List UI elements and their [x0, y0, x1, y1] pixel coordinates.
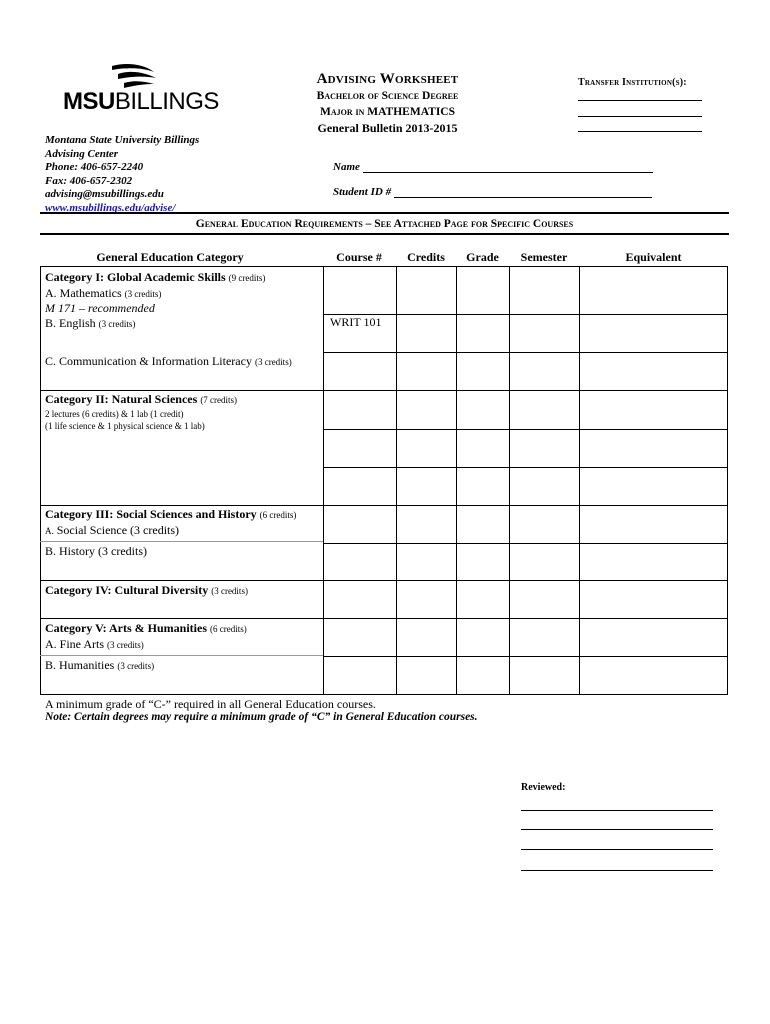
phone-number: Phone: 406-657-2240 — [45, 161, 144, 173]
row-line — [323, 314, 728, 315]
transfer-institution-label: Transfer Institution(s): — [578, 77, 687, 88]
row-line — [323, 429, 728, 430]
column-divider-credits — [396, 266, 397, 695]
category-2-line-2: (1 life science & 1 physical science & 1 lab) — [45, 420, 205, 431]
name-label: Name — [333, 161, 360, 173]
logo-text-bold: MSU — [63, 88, 115, 115]
transfer-institution-line-2[interactable] — [578, 116, 702, 117]
column-divider-semester — [509, 266, 510, 695]
degree-grade-note: Note: Certain degrees may require a minimum grade of “C” in General Education courses. — [45, 711, 478, 723]
category-3-a: Social Science (3 credits) — [56, 522, 180, 537]
column-header-category: General Education Category — [96, 250, 244, 264]
category-5-b-block — [45, 658, 154, 674]
category-3-title: Category III: Social Sciences and History — [45, 507, 257, 521]
english-course-number: WRIT 101 — [330, 315, 382, 329]
category-separator — [40, 390, 728, 391]
reviewed-line-2[interactable] — [521, 829, 713, 830]
category-4-title: Category IV: Cultural Diversity — [45, 583, 209, 597]
column-header-equivalent: Equivalent — [625, 250, 682, 264]
category-5-a-credits: (3 credits) — [107, 639, 144, 650]
category-5-b: B. Humanities — [45, 658, 115, 672]
category-1-c-block — [45, 354, 292, 370]
student-id-field — [333, 186, 652, 198]
category-1-a: A. Mathematics — [45, 285, 122, 300]
category-4-block — [45, 583, 248, 599]
contact-block — [45, 134, 199, 215]
transfer-institution-line-1[interactable] — [578, 100, 702, 101]
column-header-credits: Credits — [407, 250, 445, 264]
section-rule-top — [40, 212, 729, 214]
fax-number: Fax: 406-657-2302 — [45, 174, 133, 187]
category-1-a-note: M 171 – recommended — [45, 301, 155, 315]
category-3-b: B. History (3 credits) — [45, 544, 147, 558]
section-rule-bottom — [40, 233, 729, 235]
category-1-credits: (9 credits) — [228, 273, 266, 283]
university-name: Montana State University Billings — [45, 134, 200, 146]
reviewed-line-4[interactable] — [521, 870, 713, 871]
column-header-course: Course # — [336, 250, 382, 264]
category-1-b: B. English — [45, 315, 96, 330]
student-id-input-line[interactable] — [394, 187, 652, 198]
minimum-grade-note: A minimum grade of “C-” required in all General Education courses. — [45, 697, 376, 711]
category-2-credits: (7 credits) — [200, 395, 238, 405]
category-separator — [40, 618, 728, 619]
title-block — [275, 71, 500, 136]
category-2-title: Category II: Natural Sciences — [45, 392, 198, 406]
column-header-grade: Grade — [466, 250, 499, 264]
msu-billings-logo — [63, 88, 219, 116]
category-separator — [40, 505, 728, 506]
category-5-credits: (6 credits) — [210, 624, 247, 634]
category-5-block — [45, 621, 247, 652]
category-5-a: A. Fine Arts — [45, 636, 105, 651]
major-title: Major in MATHEMATICS — [319, 106, 456, 118]
name-field — [333, 161, 653, 173]
column-divider-course — [323, 266, 324, 695]
section-title: General Education Requirements – See Attached Page for Specific Courses — [195, 218, 574, 230]
column-header-semester: Semester — [520, 250, 568, 264]
category-1-c-credits: (3 credits) — [254, 357, 292, 367]
name-input-line[interactable] — [363, 162, 653, 173]
row-line — [323, 656, 728, 657]
category-1-title: Category I: Global Academic Skills — [45, 270, 226, 284]
degree-title: Bachelor of Science Degree — [316, 90, 459, 102]
category-3-credits: (6 credits) — [259, 510, 297, 520]
row-line — [323, 543, 728, 544]
row-line — [323, 352, 728, 353]
msu-logo-swoosh-icon — [110, 62, 158, 90]
category-2-line-1: 2 lectures (6 credits) & 1 lab (1 credit) — [45, 408, 184, 419]
row-line — [323, 467, 728, 468]
category-1-b-credits: (3 credits) — [98, 318, 136, 329]
subcategory-divider — [40, 655, 323, 656]
category-1-block — [45, 270, 265, 331]
reviewed-line-1[interactable] — [521, 810, 713, 811]
reviewed-line-3[interactable] — [521, 849, 713, 850]
advising-center: Advising Center — [45, 147, 119, 160]
category-5-b-credits: (3 credits) — [117, 661, 155, 671]
page-title: Advising Worksheet — [316, 71, 459, 87]
column-divider-grade — [456, 266, 457, 695]
category-2-block — [45, 392, 237, 432]
column-divider-equivalent — [579, 266, 580, 695]
category-3-a-prefix: A. — [45, 525, 54, 536]
bulletin-title: General Bulletin 2013-2015 — [317, 121, 458, 135]
email-address: advising@msubillings.edu — [45, 188, 164, 200]
student-id-label: Student ID # — [333, 186, 392, 198]
category-3-block — [45, 507, 296, 538]
transfer-institution-line-3[interactable] — [578, 131, 702, 132]
subcategory-divider — [40, 541, 323, 542]
category-1-c: C. Communication & Information Literacy — [45, 354, 252, 368]
website-link[interactable]: www.msubillings.edu/advise/ — [45, 201, 176, 214]
category-separator — [40, 580, 728, 581]
category-4-credits: (3 credits) — [211, 586, 248, 596]
reviewed-label: Reviewed: — [521, 782, 566, 793]
category-1-a-credits: (3 credits) — [124, 288, 162, 299]
logo-text-thin: BILLINGS — [114, 88, 219, 115]
category-5-title: Category V: Arts & Humanities — [45, 621, 207, 635]
